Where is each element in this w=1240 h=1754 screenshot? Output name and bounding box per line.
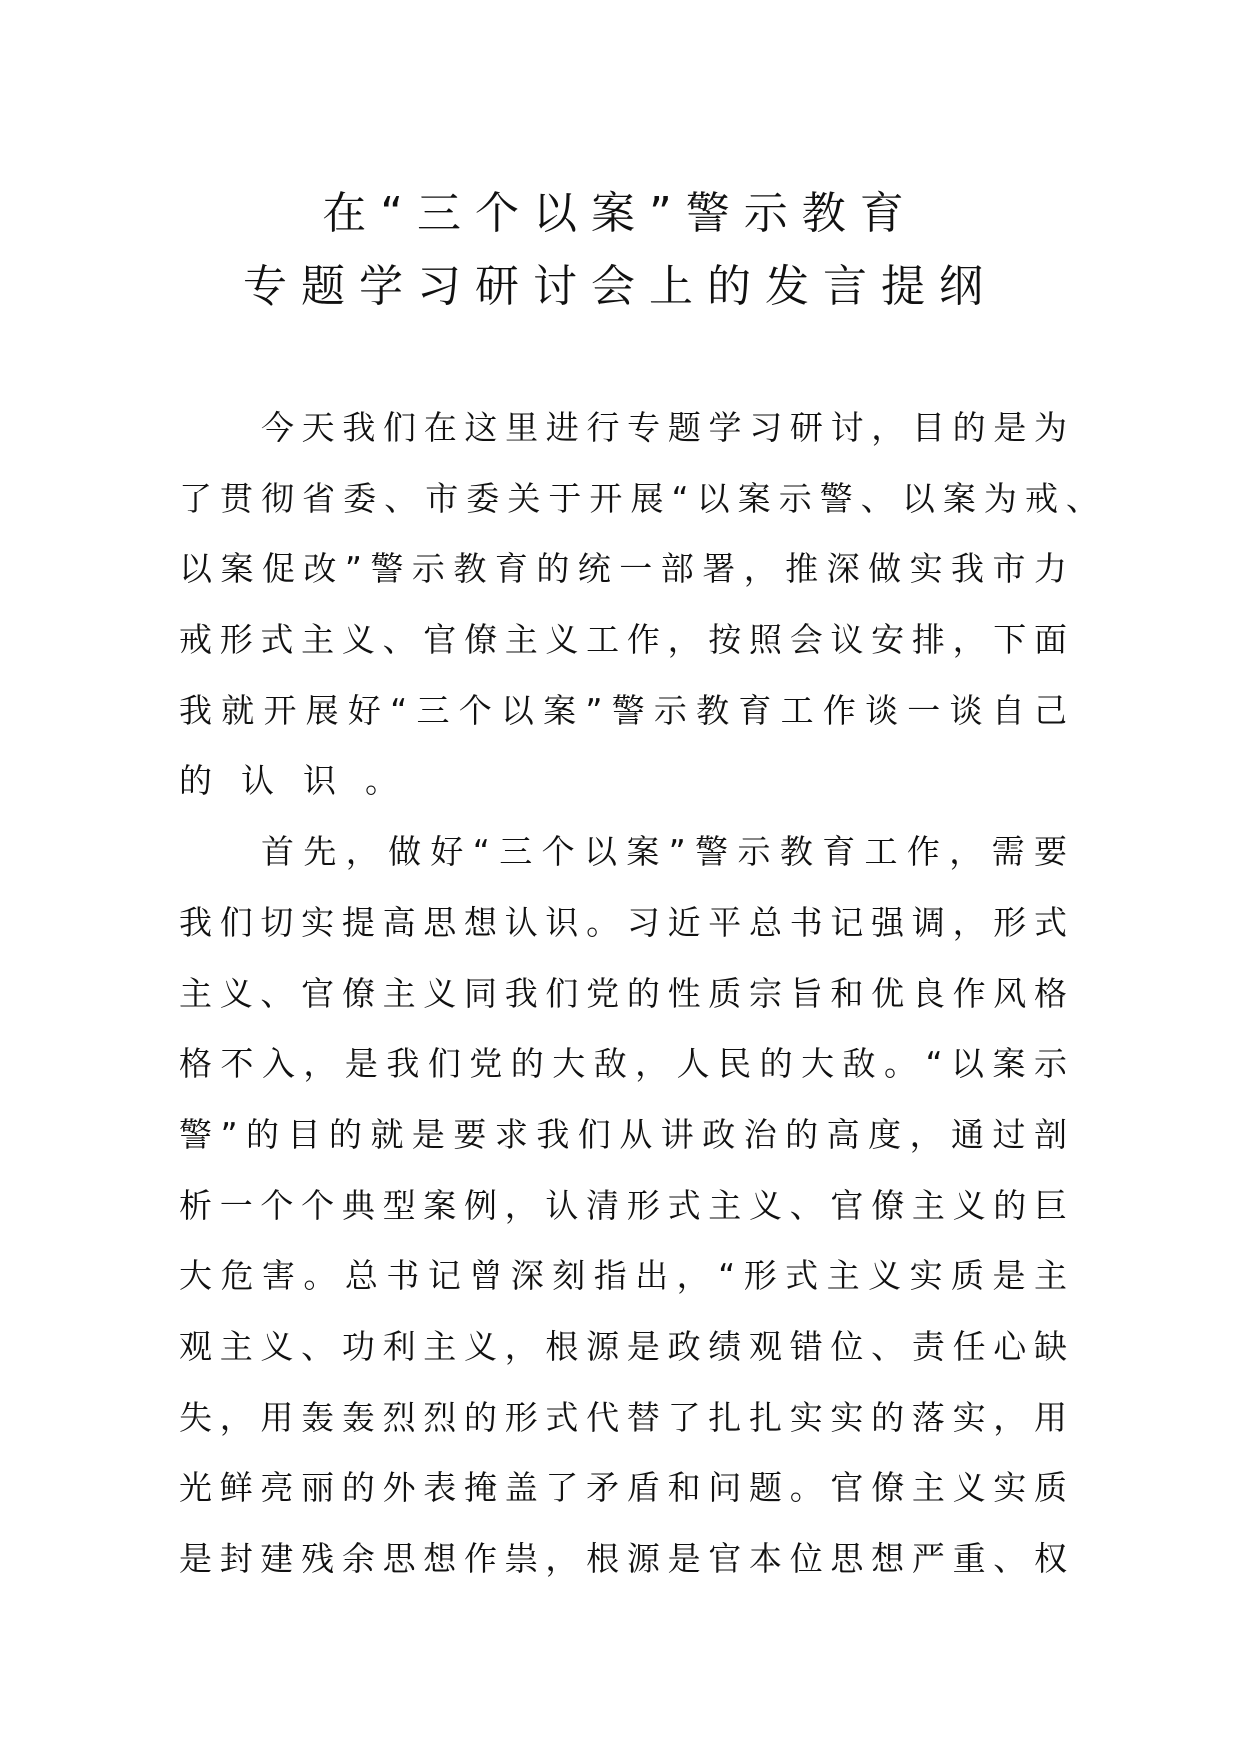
text-line: 今天我们在这里进行专题学习研讨，目的是为	[261, 408, 1067, 447]
text-line: 首先，做好“三个以案”警示教育工作，需要	[261, 832, 1067, 872]
text-line: 的认识。	[179, 761, 427, 801]
text-line: 析一个个典型案例，认清形式主义、官僚主义的巨	[179, 1185, 1067, 1225]
text-line: 失，用轰轰烈烈的形式代替了扎扎实实的落实，用	[179, 1397, 1067, 1437]
document-title-line-1: 在“三个以案”警示教育	[322, 188, 918, 239]
document-body	[179, 393, 1099, 1595]
text-line: 格不入，是我们党的大敌，人民的大敌。“以案示	[179, 1044, 1067, 1084]
text-line: 是封建残余思想作祟，根源是官本位思想严重、权	[179, 1539, 1067, 1578]
text-line: 我就开展好“三个以案”警示教育工作谈一谈自己	[179, 690, 1067, 730]
document-title-line-2: 专题学习研讨会上的发言提纲	[243, 261, 997, 312]
text-line: 警”的目的就是要求我们从讲政治的高度，通过剖	[179, 1114, 1067, 1154]
paragraph-1	[179, 393, 1099, 817]
text-line: 主义、官僚主义同我们党的性质宗旨和优良作风格	[179, 973, 1067, 1013]
text-line: 了贯彻省委、市委关于开展“以案示警、以案为戒、	[179, 478, 1099, 518]
paragraph-2	[179, 817, 1099, 1595]
text-line: 观主义、功利主义，根源是政绩观错位、责任心缺	[179, 1326, 1067, 1366]
text-line: 戒形式主义、官僚主义工作，按照会议安排，下面	[179, 620, 1067, 660]
text-line: 我们切实提高思想认识。习近平总书记强调，形式	[179, 902, 1067, 942]
text-line: 以案促改”警示教育的统一部署，推深做实我市力	[179, 549, 1067, 589]
text-line: 大危害。总书记曾深刻指出，“形式主义实质是主	[179, 1256, 1067, 1296]
text-line: 光鲜亮丽的外表掩盖了矛盾和问题。官僚主义实质	[179, 1468, 1067, 1508]
